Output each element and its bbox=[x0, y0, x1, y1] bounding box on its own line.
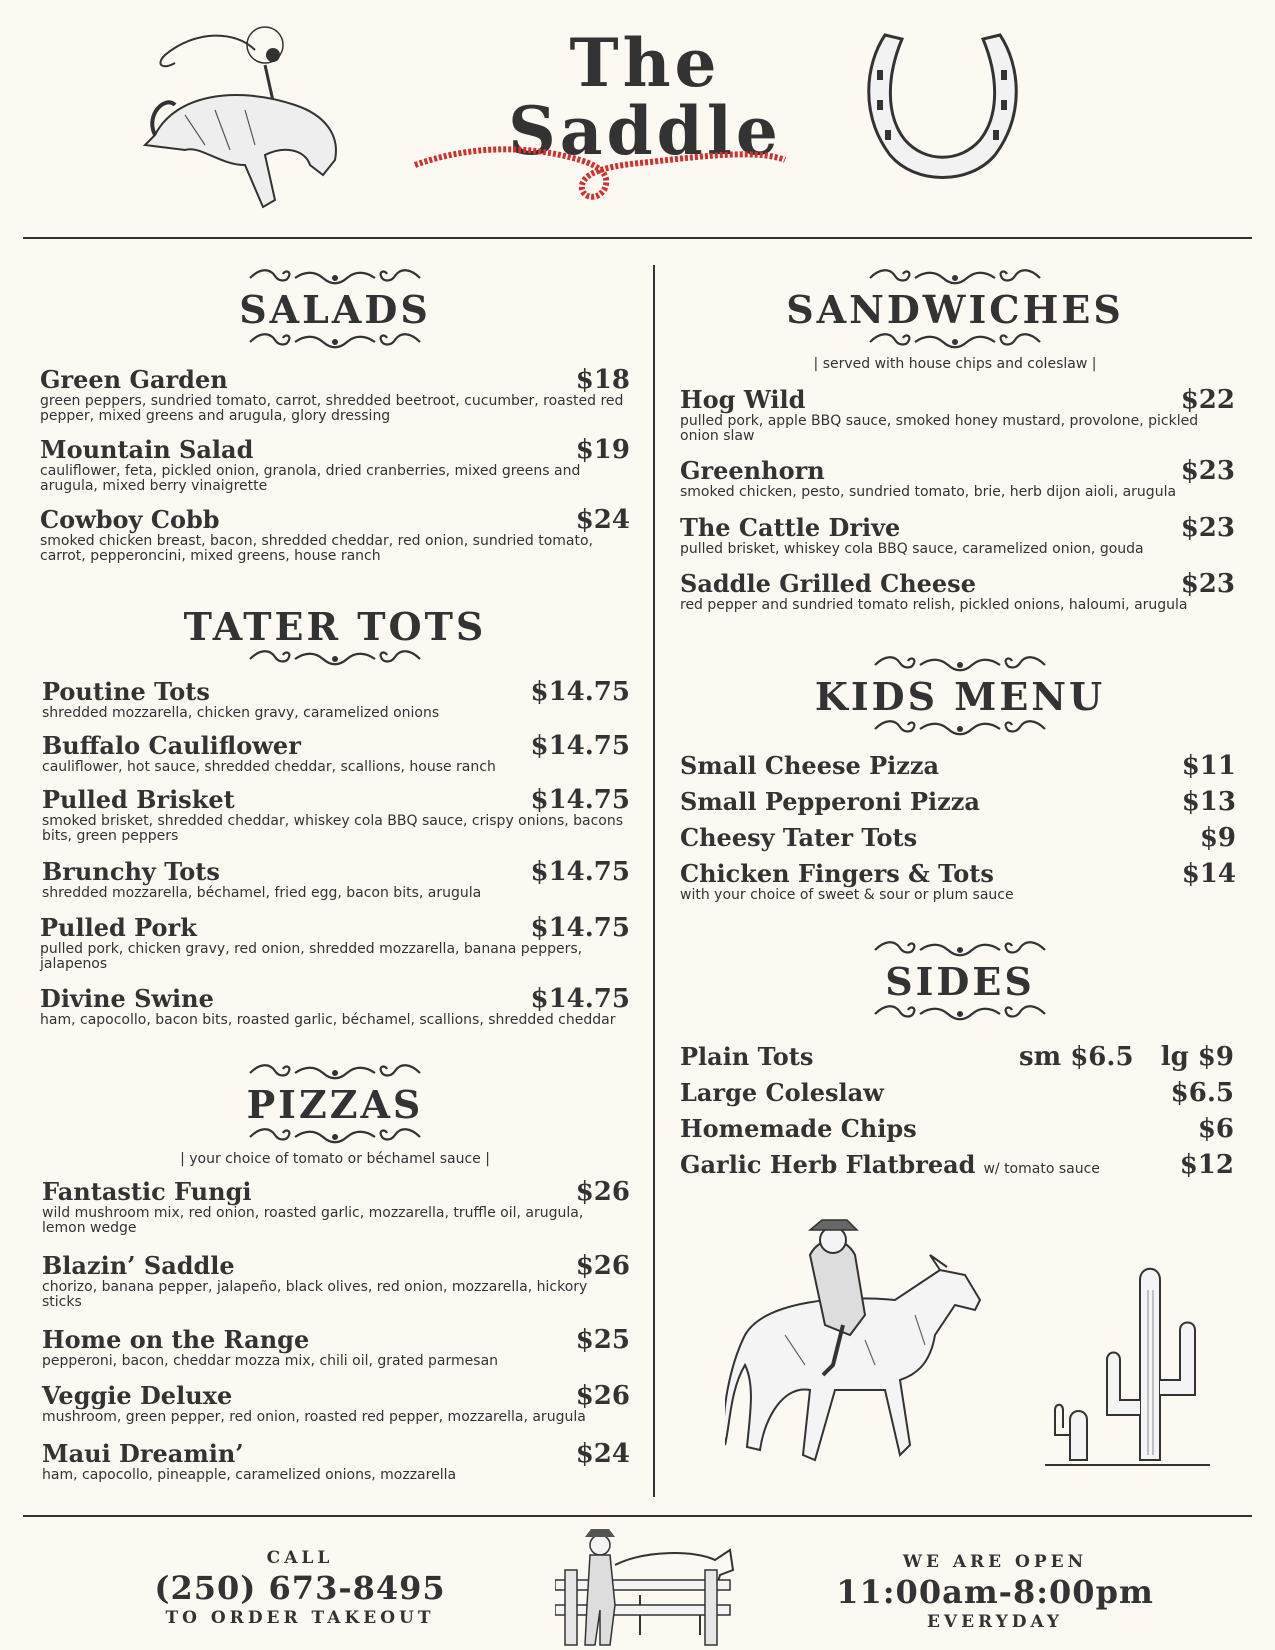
takeout-label: TO ORDER TAKEOUT bbox=[165, 1608, 435, 1628]
item-price: $23 bbox=[1180, 456, 1235, 486]
item-name-wrap bbox=[680, 1151, 1100, 1183]
menu-item bbox=[42, 786, 630, 844]
item-description: pepperoni, bacon, cheddar mozza mix, chili oil, grated parmesan bbox=[42, 1353, 499, 1369]
item-price: $14.75 bbox=[530, 984, 630, 1014]
scroll-ornament-icon bbox=[865, 1004, 1055, 1024]
item-price: $23 bbox=[1180, 569, 1235, 599]
menu-item bbox=[40, 985, 630, 1028]
menu-item bbox=[680, 1151, 1234, 1183]
scroll-ornament-icon bbox=[245, 268, 425, 288]
menu-item bbox=[42, 858, 630, 901]
item-name: Plain Tots bbox=[680, 1042, 814, 1071]
item-description: smoked chicken, pesto, sundried tomato, brie, herb dijon aioli, arugula bbox=[680, 484, 1177, 500]
menu-item bbox=[680, 1115, 1234, 1143]
item-price: $12 bbox=[1179, 1150, 1234, 1180]
item-name: Greenhorn bbox=[680, 456, 825, 485]
menu-item bbox=[680, 1043, 1234, 1071]
item-description: cauliflower, hot sauce, shredded cheddar, scallions, house ranch bbox=[42, 759, 496, 775]
item-name: Green Garden bbox=[40, 365, 228, 394]
item-name: Saddle Grilled Cheese bbox=[680, 569, 976, 598]
item-name: Chicken Fingers & Tots bbox=[680, 859, 994, 888]
item-description: shredded mozzarella, béchamel, fried egg, bacon bits, arugula bbox=[42, 885, 482, 901]
scroll-ornament-icon bbox=[245, 649, 425, 669]
item-price: $13 bbox=[1181, 787, 1236, 817]
item-price: $6.5 bbox=[1170, 1078, 1234, 1108]
item-description: red pepper and sundried tomato relish, pickled onions, haloumi, arugula bbox=[680, 597, 1188, 613]
menu-item bbox=[680, 860, 1236, 903]
sides-heading: SIDES bbox=[885, 959, 1035, 1004]
sandwiches-note: | served with house chips and coleslaw | bbox=[813, 356, 1097, 372]
item-note: w/ tomato sauce bbox=[983, 1161, 1100, 1177]
scroll-ornament-icon bbox=[870, 655, 1050, 675]
item-name: Large Coleslaw bbox=[680, 1078, 884, 1107]
item-price: $23 bbox=[1180, 513, 1235, 543]
open-label: WE ARE OPEN bbox=[902, 1552, 1088, 1572]
sides-heading-block bbox=[860, 940, 1060, 1024]
scroll-ornament-icon bbox=[245, 1063, 425, 1083]
item-name: Garlic Herb Flatbread bbox=[680, 1150, 976, 1179]
item-price: $24 bbox=[575, 1439, 630, 1469]
item-name: Home on the Range bbox=[42, 1325, 310, 1354]
item-name: Brunchy Tots bbox=[42, 857, 220, 886]
item-description: shredded mozzarella, chicken gravy, caramelized onions bbox=[42, 705, 440, 721]
item-name: Maui Dreamin’ bbox=[42, 1439, 244, 1468]
scroll-ornament-icon bbox=[860, 332, 1050, 352]
scroll-ornament-icon bbox=[870, 940, 1050, 960]
item-name: Cheesy Tater Tots bbox=[680, 823, 918, 852]
item-name: Hog Wild bbox=[680, 385, 806, 414]
item-description: pulled pork, apple BBQ sauce, smoked honey mustard, provolone, pickled onion slaw bbox=[680, 413, 1199, 444]
header-divider bbox=[23, 237, 1252, 239]
item-name: Cowboy Cobb bbox=[40, 505, 220, 534]
scroll-ornament-icon bbox=[865, 268, 1045, 288]
hours-text: 11:00am-8:00pm bbox=[836, 1573, 1154, 1611]
phone-number[interactable]: (250) 673-8495 bbox=[154, 1569, 446, 1607]
lasso-rope-icon bbox=[410, 140, 790, 215]
scroll-ornament-icon bbox=[865, 719, 1055, 739]
footer-divider bbox=[23, 1515, 1252, 1517]
call-label: CALL bbox=[266, 1548, 334, 1568]
item-price: $14.75 bbox=[530, 857, 630, 887]
item-description: smoked chicken breast, bacon, shredded cheddar, red onion, sundried tomato, carrot, pepperoncini, mixed greens, house ranch bbox=[40, 533, 593, 564]
kids-heading: KIDS MENU bbox=[814, 674, 1106, 719]
item-description: chorizo, banana pepper, jalapeño, black olives, red onion, mozzarella, hickory sticks bbox=[42, 1279, 588, 1310]
tots-heading: TATER TOTS bbox=[183, 604, 487, 649]
item-name: Small Pepperoni Pizza bbox=[680, 787, 980, 816]
item-price: sm $6.5 lg $9 bbox=[1019, 1042, 1234, 1072]
item-name: Blazin’ Saddle bbox=[42, 1251, 235, 1280]
salads-heading: SALADS bbox=[239, 287, 431, 332]
takeout-block bbox=[150, 1548, 450, 1628]
menu-item bbox=[40, 506, 630, 564]
menu-item bbox=[680, 752, 1236, 780]
title-line-1: The bbox=[569, 24, 721, 102]
menu-item bbox=[40, 366, 630, 424]
item-description: wild mushroom mix, red onion, roasted garlic, mozzarella, truffle oil, arugula, lemon wedge bbox=[42, 1205, 584, 1236]
item-price: $18 bbox=[575, 365, 630, 395]
bucking-bronco-icon bbox=[125, 25, 365, 215]
item-description: smoked brisket, shredded cheddar, whiskey cola BBQ sauce, crispy onions, bacons bits, green peppers bbox=[42, 813, 624, 844]
item-price: $14.75 bbox=[530, 731, 630, 761]
title-line-2: Saddle bbox=[508, 92, 782, 170]
tots-heading-block bbox=[170, 605, 500, 669]
cowboy-on-horse-icon bbox=[725, 1215, 1010, 1490]
cactus-icon bbox=[1045, 1260, 1215, 1475]
column-divider bbox=[653, 265, 655, 1497]
menu-item bbox=[42, 678, 630, 721]
menu-item bbox=[680, 1079, 1234, 1107]
menu-item bbox=[680, 824, 1236, 852]
item-name: Veggie Deluxe bbox=[42, 1381, 233, 1410]
menu-item bbox=[42, 1178, 630, 1236]
menu-item bbox=[40, 914, 630, 972]
kids-heading-block bbox=[800, 655, 1120, 739]
item-price: $19 bbox=[575, 435, 630, 465]
item-name: Divine Swine bbox=[40, 984, 214, 1013]
item-price: $26 bbox=[575, 1251, 630, 1281]
item-name: Homemade Chips bbox=[680, 1114, 917, 1143]
menu-item bbox=[42, 1326, 630, 1369]
item-name: Small Cheese Pizza bbox=[680, 751, 940, 780]
item-description: pulled pork, chicken gravy, red onion, shredded mozzarella, banana peppers, jalapenos bbox=[40, 941, 583, 972]
menu-item bbox=[680, 788, 1236, 816]
item-price: $26 bbox=[575, 1177, 630, 1207]
item-description: green peppers, sundried tomato, carrot, shredded beetroot, cucumber, roasted red pepper, mixed greens and arugula, glory dressing bbox=[40, 393, 624, 424]
item-description: ham, capocollo, pineapple, caramelized onions, mozzarella bbox=[42, 1467, 457, 1483]
item-name: The Cattle Drive bbox=[680, 513, 901, 542]
item-price: $14.75 bbox=[530, 785, 630, 815]
item-price: $26 bbox=[575, 1381, 630, 1411]
hours-block bbox=[830, 1552, 1160, 1632]
menu-item bbox=[42, 732, 630, 775]
item-price: $11 bbox=[1181, 751, 1236, 781]
pizzas-heading-block bbox=[130, 1063, 540, 1167]
menu-item bbox=[42, 1382, 630, 1425]
menu-item bbox=[680, 457, 1235, 500]
sandwiches-heading: SANDWICHES bbox=[786, 287, 1124, 332]
item-name: Mountain Salad bbox=[40, 435, 254, 464]
menu-item bbox=[40, 436, 630, 494]
item-description: cauliflower, feta, pickled onion, granola, dried cranberries, mixed greens and arugula, mixed berry vinaigrette bbox=[40, 463, 581, 494]
item-price: $14.75 bbox=[530, 913, 630, 943]
item-price: $22 bbox=[1180, 385, 1235, 415]
sandwiches-heading-block bbox=[780, 268, 1130, 372]
item-description: mushroom, green pepper, red onion, roasted red pepper, mozzarella, arugula bbox=[42, 1409, 586, 1425]
menu-item bbox=[680, 570, 1235, 613]
item-name: Buffalo Cauliflower bbox=[42, 731, 301, 760]
menu-item bbox=[42, 1252, 630, 1310]
item-description: ham, capocollo, bacon bits, roasted garlic, béchamel, scallions, shredded cheddar bbox=[40, 1012, 616, 1028]
item-price: $14 bbox=[1181, 859, 1236, 889]
scroll-ornament-icon bbox=[240, 332, 430, 352]
cowboy-fence-icon bbox=[555, 1525, 735, 1650]
item-name: Pulled Pork bbox=[40, 913, 197, 942]
pizzas-note: | your choice of tomato or béchamel sauce | bbox=[180, 1151, 490, 1167]
item-description: with your choice of sweet & sour or plum sauce bbox=[680, 887, 1014, 903]
item-price: $6 bbox=[1197, 1114, 1234, 1144]
item-name: Fantastic Fungi bbox=[42, 1177, 252, 1206]
scroll-ornament-icon bbox=[240, 1127, 430, 1147]
salads-heading-block bbox=[205, 268, 465, 352]
item-name: Pulled Brisket bbox=[42, 785, 235, 814]
item-price: $9 bbox=[1199, 823, 1236, 853]
menu-item bbox=[42, 1440, 630, 1483]
menu-item bbox=[680, 386, 1235, 444]
pizzas-heading: PIZZAS bbox=[246, 1082, 424, 1127]
menu-item bbox=[680, 514, 1235, 557]
item-price: $14.75 bbox=[530, 677, 630, 707]
item-price: $24 bbox=[575, 505, 630, 535]
item-price: $25 bbox=[575, 1325, 630, 1355]
item-name: Poutine Tots bbox=[42, 677, 210, 706]
item-description: pulled brisket, whiskey cola BBQ sauce, caramelized onion, gouda bbox=[680, 541, 1144, 557]
horseshoe-icon bbox=[855, 25, 1030, 195]
days-label: EVERYDAY bbox=[926, 1612, 1064, 1632]
